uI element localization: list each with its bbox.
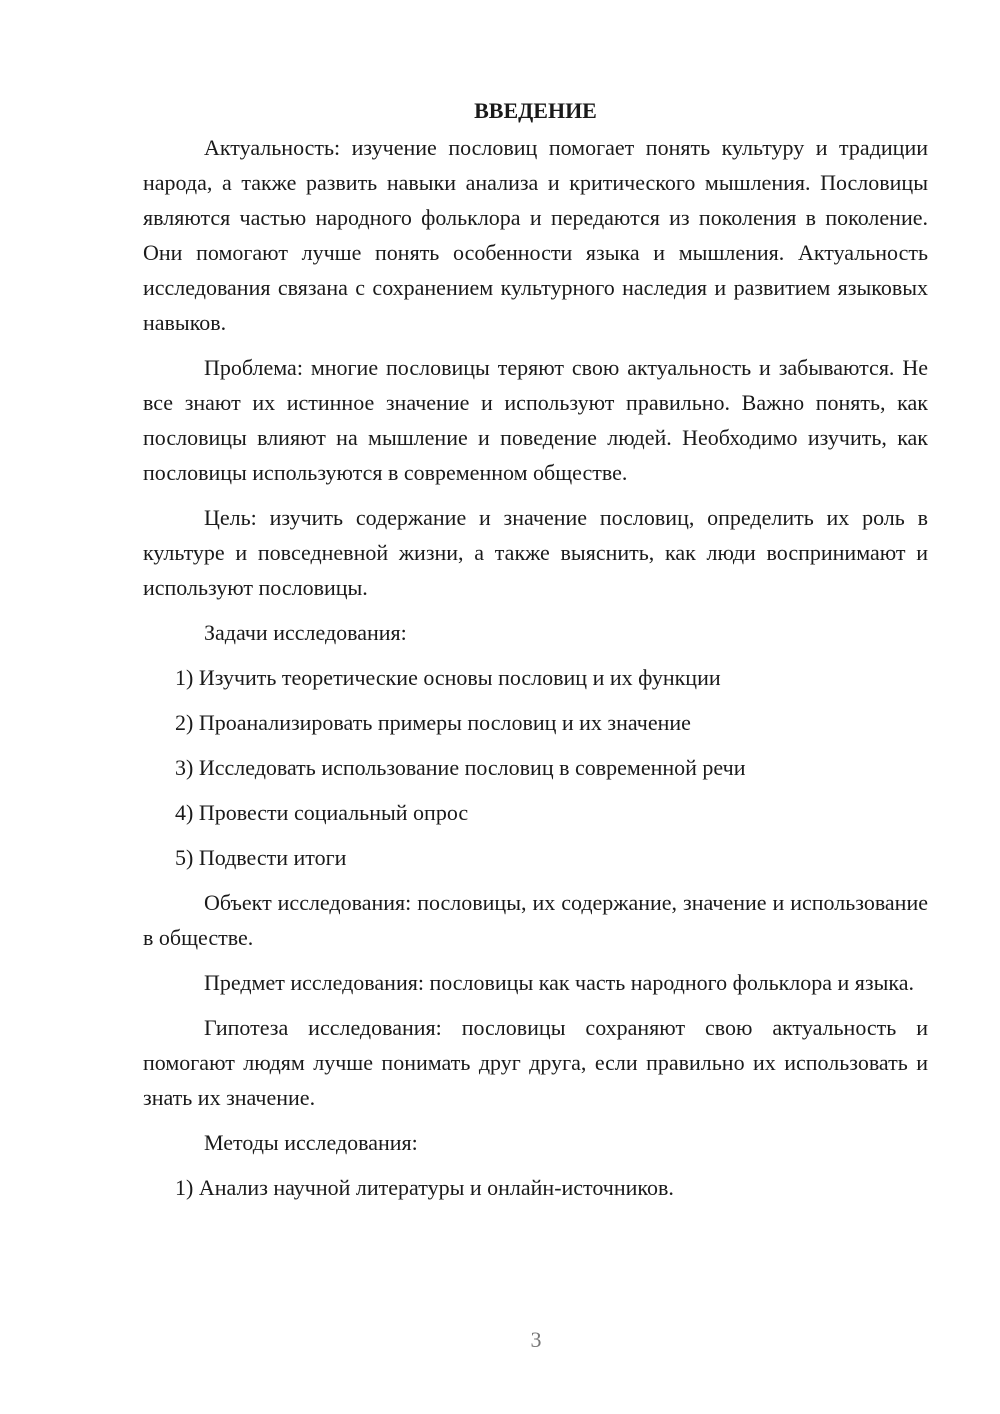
goal-paragraph: Цель: изучить содержание и значение пословиц, определить их роль в культуре и повседневной жизни, а также выяснить, как люди воспринимают и используют пословицы. [143,505,928,600]
tasks-list [143,660,928,875]
problem-paragraph: Проблема: многие пословицы теряют свою актуальность и забываются. Не все знают их истинное значение и используют правильно. Важно понять, как пословицы влияют на мышление и поведение людей. Необходимо изучить, как пословицы используются в современном обществе. [143,355,928,485]
list-item: 3) Исследовать использование пословиц в современной речи [175,755,746,780]
list-item: 2) Проанализировать примеры пословиц и их значение [175,710,691,735]
document-page [143,93,928,1215]
list-item: 1) Изучить теоретические основы пословиц и их функции [175,665,721,690]
object-paragraph: Объект исследования: пословицы, их содержание, значение и использование в обществе. [143,890,928,950]
tasks-heading: Задачи исследования: [204,620,407,645]
methods-list [143,1170,928,1205]
list-item: 4) Провести социальный опрос [175,800,469,825]
hypothesis-paragraph: Гипотеза исследования: пословицы сохраняют свою актуальность и помогают людям лучше понимать друг друга, если правильно их использовать и знать их значение. [143,1015,928,1110]
subject-paragraph: Предмет исследования: пословицы как часть народного фольклора и языка. [204,970,915,995]
methods-heading: Методы исследования: [204,1130,418,1155]
page-number: 3 [530,1327,542,1352]
list-item: 1) Анализ научной литературы и онлайн-источников. [175,1175,674,1200]
list-item: 5) Подвести итоги [175,845,347,870]
relevance-paragraph: Актуальность: изучение пословиц помогает понять культуру и традиции народа, а также развить навыки анализа и критического мышления. Пословицы являются частью народного фольклора и передаются из поколения в поколение. Они помогают лучше понять особенности языка и мышления. Актуальность исследования связана с сохранением культурного наследия и развитием языковых навыков. [143,135,928,335]
section-title: ВВЕДЕНИЕ [474,98,597,123]
